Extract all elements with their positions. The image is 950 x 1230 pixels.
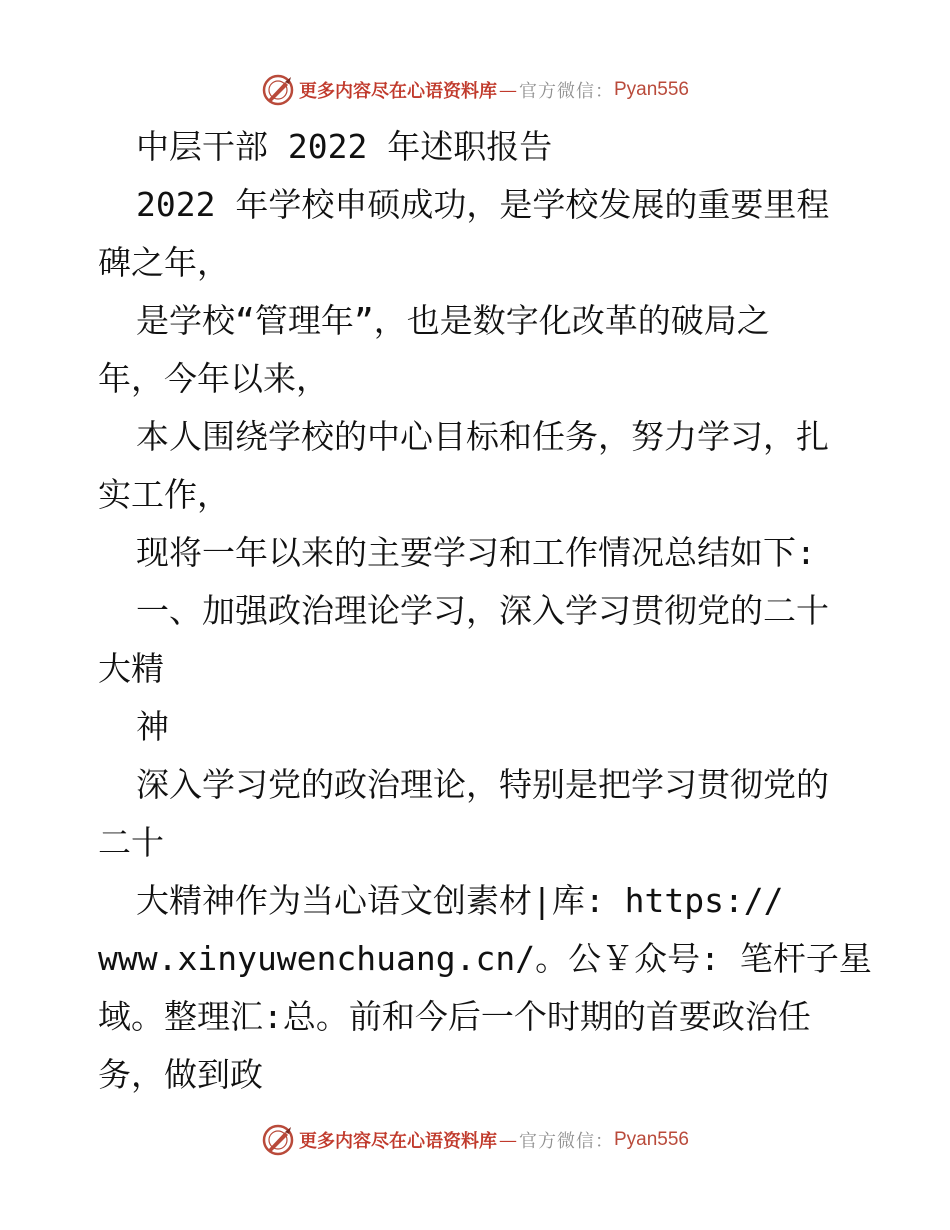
banner-dash: — bbox=[498, 1129, 517, 1151]
paragraph-line: 现将一年以来的主要学习和工作情况总结如下: bbox=[136, 533, 816, 572]
footer-banner[interactable] bbox=[0, 1120, 950, 1160]
paragraph-line: 务，做到政 bbox=[98, 1055, 263, 1094]
paragraph-line: 是学校“管理年”，也是数字化改革的破局之 bbox=[136, 301, 770, 340]
paragraph-line: 中层干部 2022 年述职报告 bbox=[136, 127, 553, 166]
quill-logo-icon bbox=[261, 1123, 295, 1157]
paragraph-line: 二十 bbox=[98, 823, 164, 862]
paragraph-line: 大精 bbox=[98, 649, 164, 688]
document-body bbox=[98, 118, 872, 1104]
banner-wechat-label: 官方微信： bbox=[518, 1131, 614, 1152]
paragraph-line: www.xinyuwenchuang.cn/。公￥众号: 笔杆子星 bbox=[98, 939, 872, 978]
paragraph-line: 2022 年学校申硕成功，是学校发展的重要里程 bbox=[136, 185, 830, 224]
banner-wechat-id: Pyan556 bbox=[613, 1129, 689, 1150]
paragraph-line: 本人围绕学校的中心目标和任务，努力学习，扎 bbox=[136, 417, 829, 456]
banner-main-text: 更多内容尽在心语资料库 bbox=[298, 1131, 497, 1152]
paragraph-line: 域。整理汇:总。前和今后一个时期的首要政治任 bbox=[98, 997, 811, 1036]
paragraph-line: 碑之年， bbox=[98, 243, 230, 282]
banner-wechat-id: Pyan556 bbox=[613, 79, 689, 100]
banner-dash: — bbox=[498, 79, 517, 101]
header-banner[interactable] bbox=[0, 70, 950, 110]
paragraph-line: 年，今年以来， bbox=[98, 359, 329, 398]
paragraph-line: 深入学习党的政治理论，特别是把学习贯彻党的 bbox=[136, 765, 829, 804]
paragraph-line: 实工作， bbox=[98, 475, 230, 514]
paragraph-line: 神 bbox=[136, 707, 169, 746]
quill-logo-icon bbox=[261, 73, 295, 107]
banner-wechat-label: 官方微信： bbox=[518, 81, 614, 102]
banner-main-text: 更多内容尽在心语资料库 bbox=[298, 81, 497, 102]
paragraph-line: 大精神作为当心语文创素材|库: https:// bbox=[136, 881, 784, 920]
paragraph-line: 一、加强政治理论学习，深入学习贯彻党的二十 bbox=[136, 591, 829, 630]
